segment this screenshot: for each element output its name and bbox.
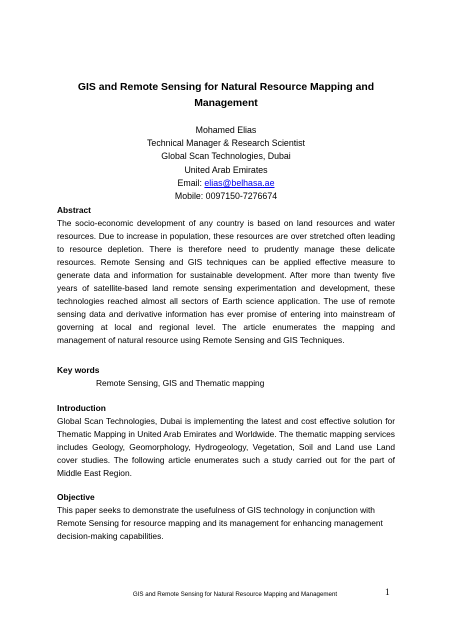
running-footer: GIS and Remote Sensing for Natural Resource Mapping and Management	[132, 591, 338, 598]
objective-heading: Objective	[57, 492, 95, 502]
keywords-heading: Key words	[57, 365, 100, 375]
email-label: Email:	[177, 177, 205, 188]
author-company: Global Scan Technologies, Dubai	[161, 151, 291, 162]
page-number: 1	[385, 588, 390, 598]
author-name: Mohamed Elias	[195, 125, 257, 135]
abstract-heading: Abstract	[57, 205, 91, 215]
paper-title: GIS and Remote Sensing for Natural Resource Mapping and Management	[77, 82, 375, 109]
abstract-text: The socio-economic development of any country is based on land resources and water resources. Due to increase in population, these resources are over stretched often leading to resource depletion. There is therefore need to prudently manage these delicate resources. Remote Sensing and GIS techniques can be applied effective measure to generate data and information for sustainable development. After more than twenty five years of satellite-based land remote sensing experimentation and development, these technologies reached almost all sectors of Earth science application. The use of remote sensing data and derivative information has ever promise of entering into mainstream of governing at local and regional level. The article enumerates the mapping and management of natural resource using Remote Sensing and GIS Techniques.	[57, 218, 395, 345]
introduction-heading: Introduction	[57, 403, 106, 413]
author-mobile: Mobile: 0097150-7276674	[174, 191, 278, 202]
author-position: Technical Manager & Research Scientist	[147, 138, 305, 149]
author-block	[60, 124, 392, 203]
introduction-section	[57, 402, 395, 480]
objective-text: This paper seeks to demonstrate the usefulness of GIS technology in conjunction with Remote Sensing for resource mapping and its management for enhancing management decision-making capabilities.	[57, 505, 383, 541]
keywords-section	[57, 364, 395, 390]
author-country: United Arab Emirates	[184, 164, 268, 175]
author-email-line	[60, 177, 392, 190]
email-link[interactable]: elias@belhasa.ae	[204, 177, 275, 188]
introduction-text: Global Scan Technologies, Dubai is implementing the latest and cost effective solution for Thematic Mapping in United Arab Emirates and Worldwide. The thematic mapping services includes Geology, Geomorphology, Hydrogeology, Vegetation, Soil and Land use Land cover studies. The following article enumerates such a study carried out for the part of Middle East Region.	[57, 416, 395, 478]
abstract-section	[57, 204, 395, 347]
objective-section	[57, 491, 395, 543]
keywords-text: Remote Sensing, GIS and Thematic mapping	[96, 378, 265, 388]
